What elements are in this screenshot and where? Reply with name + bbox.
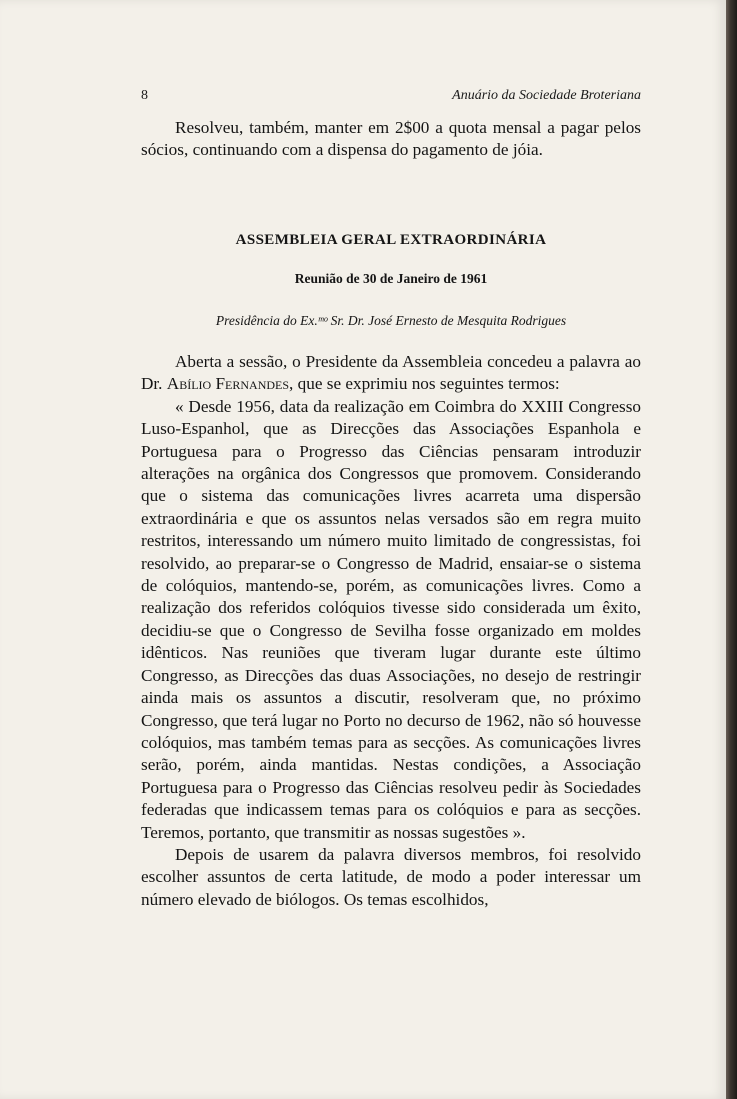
book-edge xyxy=(726,0,737,1099)
section-title: ASSEMBLEIA GERAL EXTRAORDINÁRIA xyxy=(235,232,547,248)
speaker-name: Abílio Fernandes xyxy=(166,374,290,394)
page-number: 8 xyxy=(141,88,148,103)
meeting-date: Reunião de 30 de Janeiro de 1961 xyxy=(294,271,488,286)
running-title: Anuário da Sociedade Broteriana xyxy=(452,88,641,103)
opening-paragraph: Resolveu, também, manter em 2$00 a quota mensal a pagar pelos sócios, continuando com a dispensa do pagamento de jóia. xyxy=(141,118,641,160)
body-text xyxy=(141,351,641,911)
paragraph-speech: « Desde 1956, data da realização em Coimbra do XXIII Congresso Luso-Espanhol, que as Direcções das Associações Espanhola e Portuguesa para o Progresso das Ciências pensaram introduzir alterações na orgânica dos Congressos que promovem. Considerando que o sistema das comunicações livres acarreta uma dispersão extraordinária e que os assuntos nelas versados são em regra muito restritos, interessando um número muito limitado de congressistas, foi resolvido, ao preparar-se o Congresso de Madrid, ensaiar-se o sistema de colóquios, mantendo-se, porém, as comunicações livres. Como a realização dos referidos colóquios tivesse sido considerada um êxito, decidiu-se que o Congresso de Sevilha fosse organizado em moldes idênticos. Nas reuniões que tiveram lugar durante este último Congresso, as Direcções das duas Associações, no desejo de restringir ainda mais os assuntos a discutir, resolveram que, no próximo Congresso, que terá lugar no Porto no decurso de 1962, não só houvesse colóquios, mas também temas para as secções. As comunicações livres serão, porém, ainda mantidas. Nestas condições, a Associação Portuguesa para o Progresso das Ciências resolveu pedir às Sociedades federadas que indicassem temas para os colóquios e para as secções. Teremos, portanto, que transmitir as nossas sugestões ». xyxy=(141,396,641,842)
opening-paragraph-block xyxy=(141,117,641,162)
paragraph-decision: Depois de usarem da palavra diversos membros, foi resolvido escolher assuntos de certa latitude, de modo a poder interessar um número elevado de biólogos. Os temas escolhidos, xyxy=(141,844,641,909)
p1-text-start: Aberta a sessão, o Presidente da Assembleia concedeu a palavra ao Dr. xyxy=(141,352,641,394)
p1-text-end: , que se exprimiu nos seguintes termos: xyxy=(289,374,560,394)
presidency-line: Presidência do Ex.ᵐᵒ Sr. Dr. José Ernesto de Mesquita Rodrigues xyxy=(215,313,567,328)
paragraph-opening-session xyxy=(141,351,641,396)
